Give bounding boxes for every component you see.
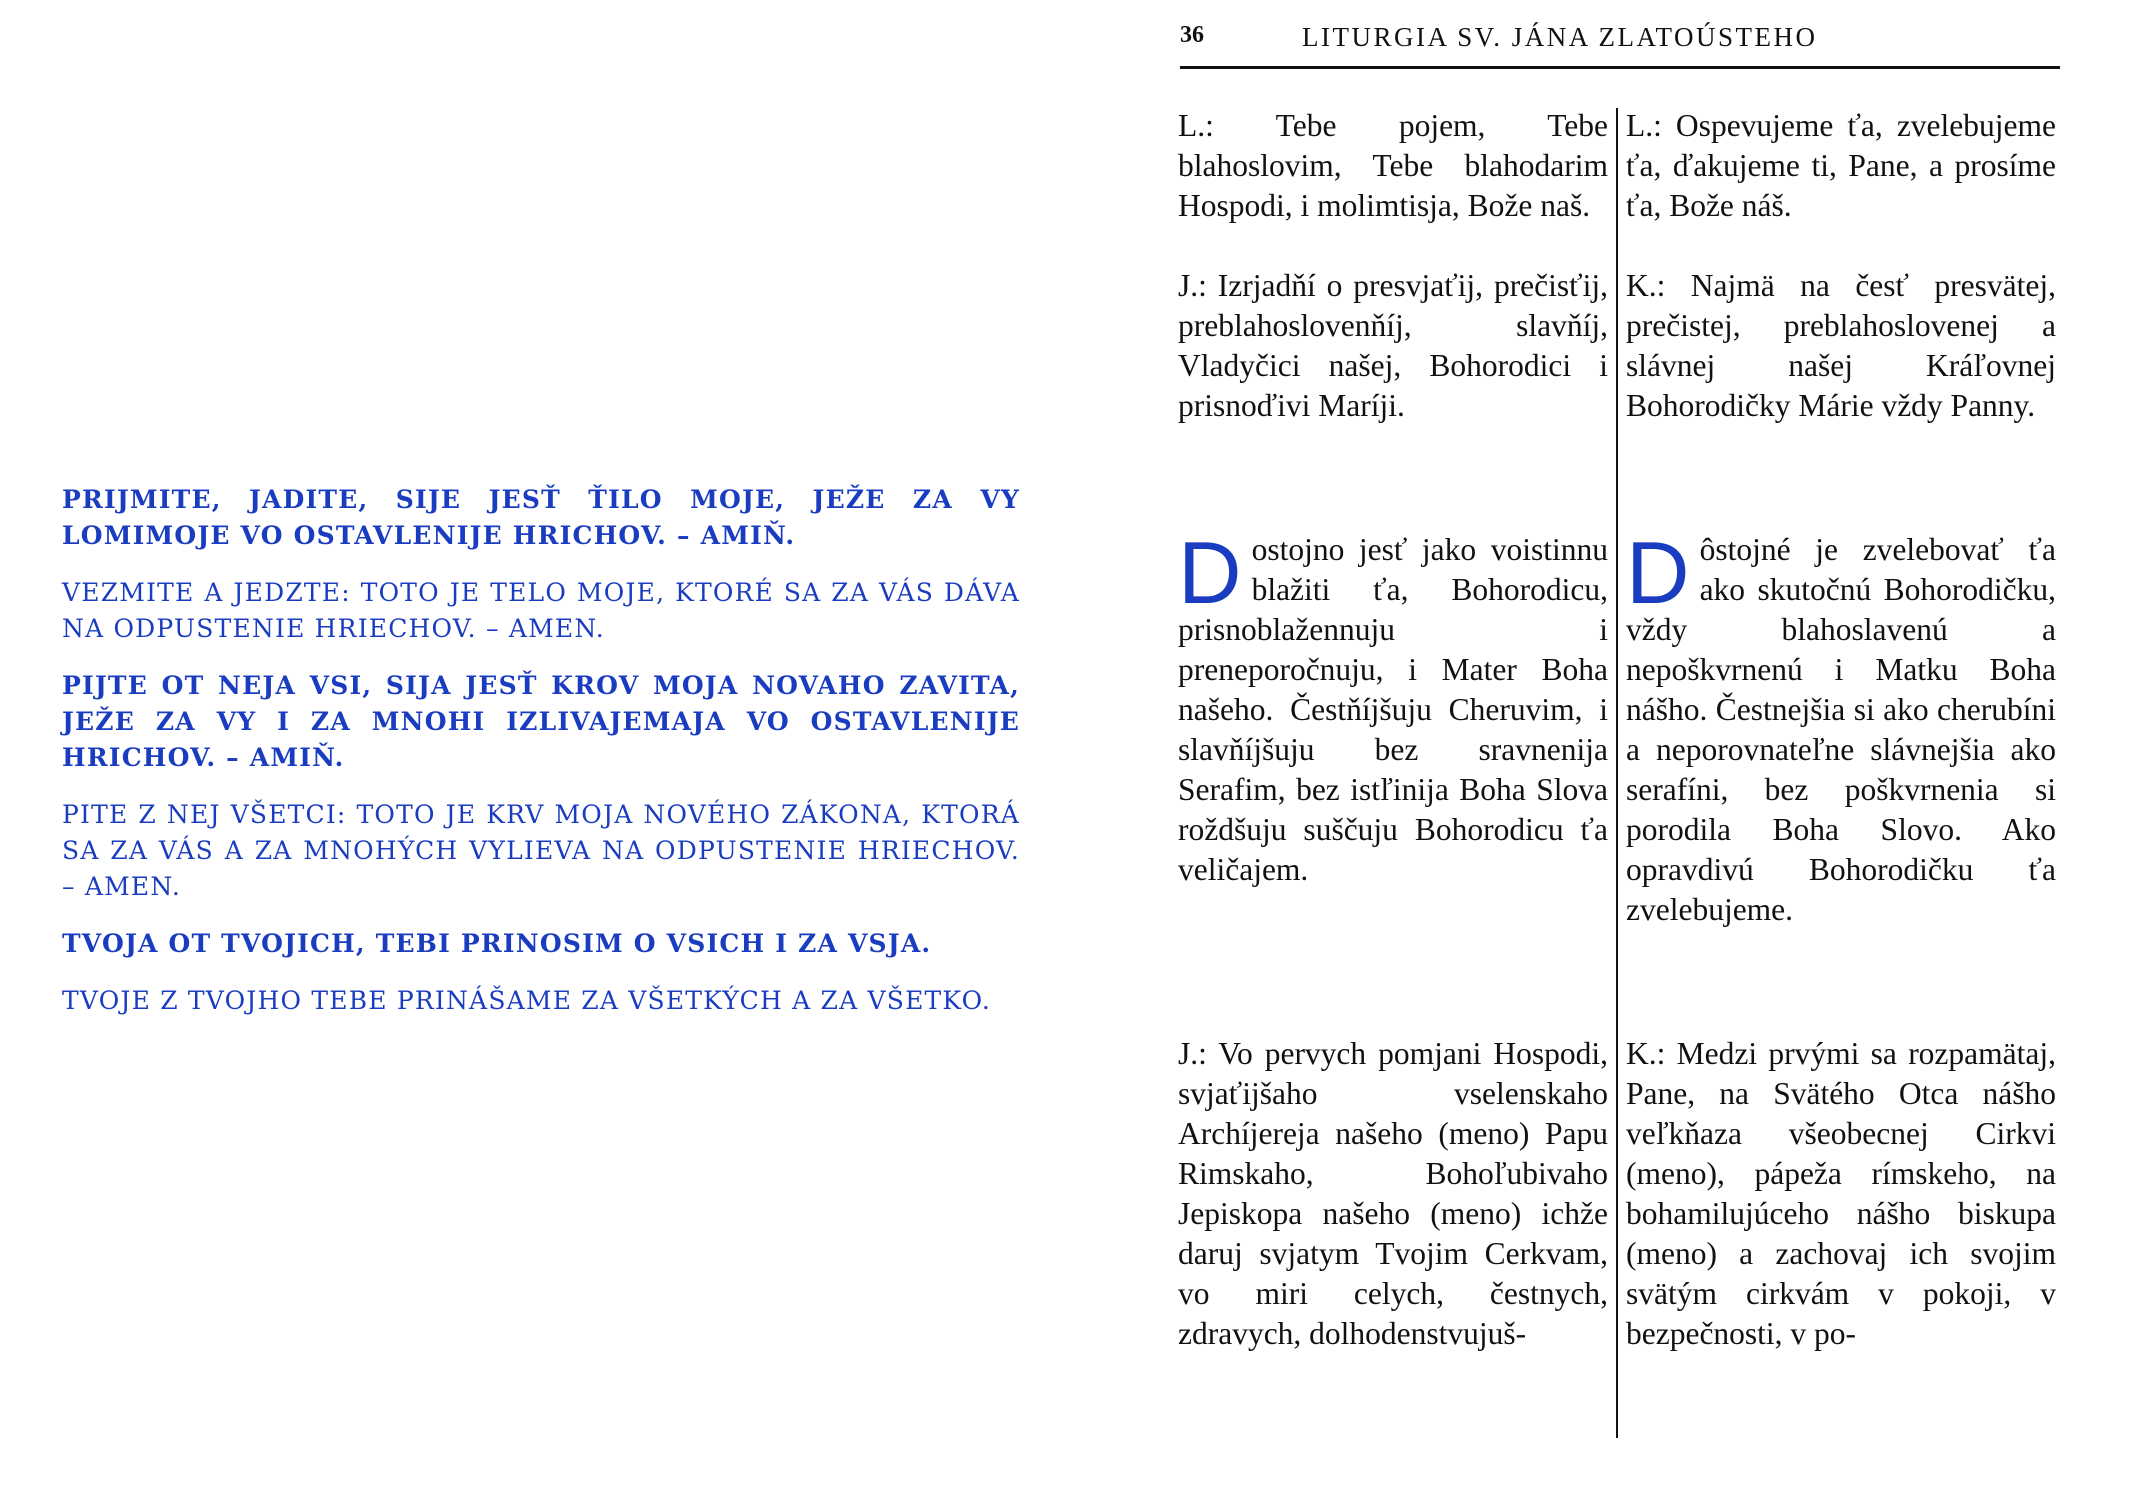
paragraph-prijmite: PRIJMITE, JADITE, SIJE JESŤ ŤILO MOJE, JEŽE ZA VY LOMIMOJE VO OSTAVLENIJE HRICHOV. – AMIŇ. xyxy=(62,485,1020,550)
slovak-paragraph-dostojne xyxy=(1626,523,2056,930)
slovak-paragraph-4: K.: Medzi prvými sa rozpamätaj, Pane, na Svätého Otca nášho veľkňaza všeobecnej Cirkvi (meno), pápeža rímskeho, na bohamilujúceho nášho biskupa (meno) a zachovaj ich svojim svätým cirkvám v pokoji, v bezpečnosti, v po- xyxy=(1626,1036,2056,1351)
dostojno-text: ostojno jesť jako voistinnu blažiti ťa, Bohorodicu, prisnoblažennuju i preneporočnuju, i Mater Boha našeho. Čestňíjšuju Cheruvim, i slavňíjšuju bez sravnenija Serafim, bez istľinija Boha Slova roždšuju suščuju Bohorodicu ťa veličajem. xyxy=(1178,532,1608,887)
running-title: LITURGIA SV. JÁNA ZLATOÚSTEHO xyxy=(1302,22,1818,52)
liturgical-words-block xyxy=(62,482,1020,1040)
slovak-paragraph-2: K.: Najmä na česť presvätej, prečistej, preblahoslovenej a slávnej našej Kráľovnej Bohorodičky Márie vždy Panny. xyxy=(1626,268,2056,423)
right-page xyxy=(1170,0,2070,1500)
paragraph-pite: PITE Z NEJ VŠETCI: TOTO JE KRV MOJA NOVÉHO ZÁKONA, KTORÁ SA ZA VÁS A ZA MNOHÝCH VYLIEVA NA ODPUSTENIE HRIECHOV. – AMEN. xyxy=(62,800,1020,901)
running-header xyxy=(1180,22,2060,69)
slavonic-paragraph-4: J.: Vo pervych pomjani Hospodi, svjaťijšaho vselenskaho Archíjereja našeho (meno) Papu Rimskaho, Bohoľubivaho Jepiskopa našeho (meno) ichže daruj svjatym Tvojim Cerkvam, vo miri celych, čestnych, zdravych, dolhodenstvujuš- xyxy=(1178,1036,1608,1351)
slavonic-paragraph-2: J.: Izrjadňí o presvjaťij, prečisťij, preblahoslovenňíj, slavňíj, Vladyčici našej, Bohorodici i prisnoďivi Maríji. xyxy=(1178,268,1608,423)
slavonic-paragraph-dostojno xyxy=(1178,523,1608,890)
slovak-paragraph-1: L.: Ospevujeme ťa, zvelebujeme ťa, ďakujeme ti, Pane, a prosíme ťa, Bože náš. xyxy=(1626,108,2056,223)
paragraph-tvoja: TVOJA OT TVOJICH, TEBI PRINOSIM O VSICH I ZA VSJA. xyxy=(62,929,932,958)
slavonic-paragraph-1: L.: Tebe pojem, Tebe blahoslovim, Tebe blahodarim Hospodi, i molimtisja, Bože naš. xyxy=(1178,108,1608,223)
paragraph-pijte: PIJTE OT NEJA VSI, SIJA JESŤ KROV MOJA NOVAHO ZAVITA, JEŽE ZA VY I ZA MNOHI IZLIVAJEMAJA VO OSTAVLENIJE HRICHOV. – AMIŇ. xyxy=(62,671,1020,772)
column-divider xyxy=(1616,108,1618,1438)
page-number: 36 xyxy=(1180,22,1204,48)
paragraph-tvoje: TVOJE Z TVOJHO TEBE PRINÁŠAME ZA VŠETKÝCH A ZA VŠETKO. xyxy=(62,986,991,1015)
dropcap-letter: D xyxy=(1178,523,1242,622)
paragraph-vezmite: VEZMITE A JEDZTE: TOTO JE TELO MOJE, KTORÉ SA ZA VÁS DÁVA NA ODPUSTENIE HRIECHOV. – AMEN. xyxy=(62,578,1020,643)
dostojne-text: ôstojné je zvelebovať ťa ako skutočnú Bohorodičku, vždy blahoslavenú a nepoškvrnenú i Matku Boha nášho. Čestnejšia si ako cherubíni a neporovnateľne slávnejšia ako serafíni, bez poškvrnenia si porodila Boha Slovo. Ako opravdivú Bohorodičku ťa zvelebujeme. xyxy=(1626,532,2056,927)
left-page xyxy=(0,0,1060,1500)
dropcap-letter: D xyxy=(1626,523,1690,622)
